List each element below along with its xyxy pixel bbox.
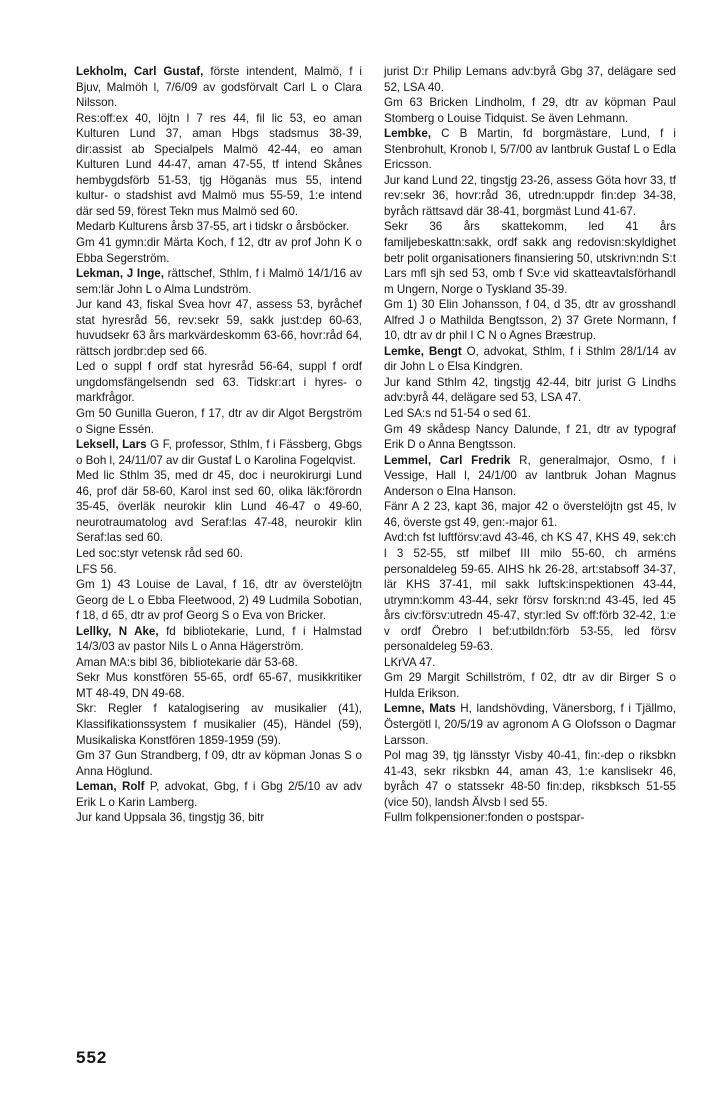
entry-name: Lemne, Mats [384, 702, 456, 716]
biography-paragraph [384, 375, 676, 406]
entry-text: fd bibliotekarie, Lund, f i Halmstad 14/3/03 av pastor Nils L o Anna Hägerström. [76, 624, 362, 654]
entry-name: Lembke, [384, 127, 432, 141]
biography-paragraph [384, 499, 676, 530]
entry-text: Avd:ch fst luftförsv:avd 43-46, ch KS 47, KHS 49, sek:ch l 3 52-55, stf milbef III milo 55-60, ch arméns personaldeleg 59-65. AIHS hk 26-28, art:stabsoff 34-37, lär KHS 37-41, mil sakk luftsk:inspektionen 43-44, utrymn:komm 43-44, sekr försv forskn:nd 43-45, led 45 års civ:försv:utredn 45-47, styr:led Sv off:förb 32-42, 1:e v ordf Örebro l bef:utbildn:förb 53-55, led försv personaldeleg 59-63. [384, 531, 676, 654]
biography-paragraph [76, 359, 362, 406]
entry-name: Lellky, N Ake, [76, 624, 159, 638]
biography-entry-start [384, 126, 676, 173]
biography-paragraph [76, 468, 362, 546]
entry-name: Leman, Rolf [76, 780, 145, 794]
entry-text: Aman MA:s bibl 36, bibliotekarie där 53-68. [76, 655, 298, 669]
biography-paragraph [384, 422, 676, 453]
biography-paragraph [76, 546, 362, 562]
entry-text: G F, professor, Sthlm, f i Fässberg, Gbgs o Boh l, 24/11/07 av dir Gustaf L o Karolina Fogelqvist. [76, 438, 362, 467]
biography-entry-start [384, 453, 676, 500]
biography-paragraph [76, 406, 362, 437]
biography-entry-start [76, 266, 362, 297]
biography-paragraph [384, 297, 676, 344]
entry-text: Jur kand 43, fiskal Svea hovr 47, assess 53, byråchef stat hyresråd 56, rev:sekr 59, sakk just:dep 60-63, huvudsekr 63 års markvärdeskomm 63-66, hovr:råd 64, rättsch jordbr:dep sed 66. [76, 298, 362, 358]
biography-paragraph [76, 701, 362, 748]
entry-text: R, generalmajor, Osmo, f i Vessige, Hall l, 24/1/00 av lantbruk Johan Magnus Anderson o Elna Hanson. [384, 453, 676, 498]
biography-entry-start [76, 64, 362, 111]
entry-text: Jur kand Sthlm 42, tingstjg 42-44, bitr jurist G Lindhs adv:byrå 44, delägare sed 53, LSA 47. [384, 375, 676, 405]
biography-paragraph [76, 655, 362, 671]
entry-text: Gm 49 skådesp Nancy Dalunde, f 21, dtr av typograf Erik D o Anna Bengtsson. [384, 422, 676, 452]
biography-paragraph [384, 406, 676, 422]
biography-paragraph [76, 297, 362, 359]
entry-text: LKrVA 47. [384, 655, 436, 669]
entry-text: Jur kand Uppsala 36, tingstjg 36, bitr [76, 811, 265, 825]
entry-text: Led o suppl f ordf stat hyresråd 56-64, suppl f ordf ungdomsfängelsendn sed 63. Tidskr:art i hyres- o markfrågor. [76, 360, 362, 405]
entry-text: Gm 63 Bricken Lindholm, f 29, dtr av köpman Paul Stomberg o Louise Tidquist. Se även Lehmann. [384, 96, 676, 125]
entry-text: Fullm folkpensioner:fonden o postspar- [384, 811, 585, 825]
biography-paragraph [384, 655, 676, 671]
entry-text: Sekr 36 års skattekomm, led 41 års familjebeskattn:sakk, ordf sakk ang redovisn:skyldighet betr polit organisationers finansiering 50, utskrivn:ndn S:t Lars mfl sjh sed 53, omb f Sv:e vid skatteavtalsförhandl m Ungern, Norge o Tyskland 35-39. [384, 220, 676, 296]
right-column [384, 64, 676, 826]
entry-text: Led soc:styr vetensk råd sed 60. [76, 546, 243, 560]
entry-name: Lemke, Bengt [384, 344, 462, 358]
entry-name: Lemmel, Carl Fredrik [384, 453, 511, 467]
entry-text: H, landshövding, Vänersborg, f i Tjällmo, Östergötl l, 20/5/19 av agronom A G Olofsson o Dagmar Larsson. [384, 702, 676, 747]
biography-entry-start [384, 701, 676, 748]
biography-paragraph [384, 173, 676, 220]
entry-text: Gm 1) 30 Elin Johansson, f 04, d 35, dtr av grosshandl Alfred J o Mathilda Bengtsson, 2) 37 Grete Normann, f 10, dtr av dr phil I C N o Agnes Bræstrup. [384, 298, 676, 343]
entry-text: Gm 50 Gunilla Gueron, f 17, dtr av dir Algot Bergström o Signe Essén. [76, 407, 362, 436]
entry-text: rättschef, Sthlm, f i Malmö 14/1/16 av sem:lär John L o Alma Lundström. [76, 267, 362, 296]
biography-paragraph [384, 530, 676, 654]
biography-paragraph [76, 219, 362, 235]
biography-paragraph [76, 577, 362, 624]
entry-text: Med lic Sthlm 35, med dr 45, doc i neurokirurgi Lund 46, prof där 58-60, Karol inst sed 60, olika läk:förordn 35-45, överläk neurokir klin Lund 46-47 o 49-60, neurotraumatolog avd Seraf:las 47-48, neurokir klin Seraf:las sed 60. [76, 469, 362, 545]
entry-text: LFS 56. [76, 562, 117, 576]
entry-text: jurist D:r Philip Lemans adv:byrå Gbg 37, delägare sed 52, LSA 40. [384, 65, 676, 94]
biography-paragraph [76, 562, 362, 578]
biography-paragraph [76, 810, 362, 826]
entry-text: C B Martin, fd borgmästare, Lund, f i Stenbrohult, Kronob l, 5/7/00 av lantbruk Gustaf L o Edla Ericsson. [384, 127, 676, 172]
biography-paragraph [384, 95, 676, 126]
biography-entry-start [76, 437, 362, 468]
entry-name: Lekman, J Inge, [76, 267, 164, 281]
entry-text: Res:off:ex 40, löjtn l 7 res 44, fil lic 53, eo aman Kulturen Lund 37, aman Hbgs stadsmus 38-39, dir:assist ab Specialpels Malmö 42-44, eo aman Kulturen Lund 44-47, aman 47-55, tf intend Skånes hembygdsförb 51-53, tjg Höganäs mus 55, intend kultur- o stadshist avd Malmö mus 55-59, 1:e intend där sed 59, förest Tekn mus Malmö sed 60. [76, 111, 362, 218]
entry-text: Gm 37 Gun Strandberg, f 09, dtr av köpman Jonas S o Anna Höglund. [76, 749, 362, 778]
biography-paragraph [76, 748, 362, 779]
entry-name: Leksell, Lars [76, 438, 147, 452]
biography-entry-start [384, 344, 676, 375]
entry-text: Medarb Kulturens årsb 37-55, art i tidskr o årsböcker. [76, 220, 350, 234]
entry-text: P, advokat, Gbg, f i Gbg 2/5/10 av adv Erik L o Karin Lamberg. [76, 780, 362, 809]
biography-paragraph [76, 235, 362, 266]
biography-paragraph [384, 810, 676, 826]
entry-text: Sekr Mus konstfören 55-65, ordf 65-67, musikkritiker MT 48-49, DN 49-68. [76, 671, 362, 700]
biography-entry-start [76, 779, 362, 810]
biography-paragraph [384, 219, 676, 297]
biography-paragraph [76, 670, 362, 701]
entry-text: Gm 1) 43 Louise de Laval, f 16, dtr av överstelöjtn Georg de L o Ebba Fleetwood, 2) 49 Ludmila Sobotian, f 18, d 65, dtr av prof Georg S o Eva von Bricker. [76, 578, 362, 623]
entry-text: Skr: Regler f katalogisering av musikalier (41), Klassifikationssystem f musikalier (45), Händel (59), Musikaliska Konstfören 1859-1959 (59). [76, 702, 362, 747]
entry-text: Jur kand Lund 22, tingstjg 23-26, assess Göta hovr 33, tf rev:sekr 36, hovr:råd 36, utredn:uppdr fin:dep 34-38, byråch rättsavd där 38-41, borgmäst Lund 41-67. [384, 173, 676, 218]
entry-text: Fänr A 2 23, kapt 36, major 42 o överstelöjtn gst 45, lv 46, överste gst 49, gen:-major 61. [384, 500, 676, 529]
page-number: 552 [76, 1048, 108, 1067]
entry-text: förste intendent, Malmö, f i Bjuv, Malmöh l, 7/6/09 av godsförvalt Carl L o Clara Nilsson. [76, 65, 362, 110]
biography-paragraph [384, 670, 676, 701]
biography-paragraph [76, 111, 362, 220]
biography-paragraph [384, 748, 676, 810]
entry-text: Gm 29 Margit Schillström, f 02, dtr av dir Birger S o Hulda Erikson. [384, 671, 676, 700]
biography-paragraph [384, 64, 676, 95]
entry-text: Gm 41 gymn:dir Märta Koch, f 12, dtr av prof John K o Ebba Segerström. [76, 236, 362, 265]
entry-text: O, advokat, Sthlm, f i Sthlm 28/1/14 av dir John L o Elsa Kindgren. [384, 344, 676, 374]
entry-text: Pol mag 39, tjg länsstyr Visby 40-41, fin:-dep o riksbkn 41-43, sekr riksbkn 44, aman 43, 1:e kanslisekr 46, byråch 47 o statssekr 48-50 fin:dep, riksbksch 51-55 (vice 50), landsh Älvsb l sed 55. [384, 749, 676, 809]
left-column [76, 64, 362, 826]
entry-name: Lekholm, Carl Gustaf, [76, 65, 204, 78]
entry-text: Led SA:s nd 51-54 o sed 61. [384, 407, 531, 421]
biography-entry-start [76, 624, 362, 655]
